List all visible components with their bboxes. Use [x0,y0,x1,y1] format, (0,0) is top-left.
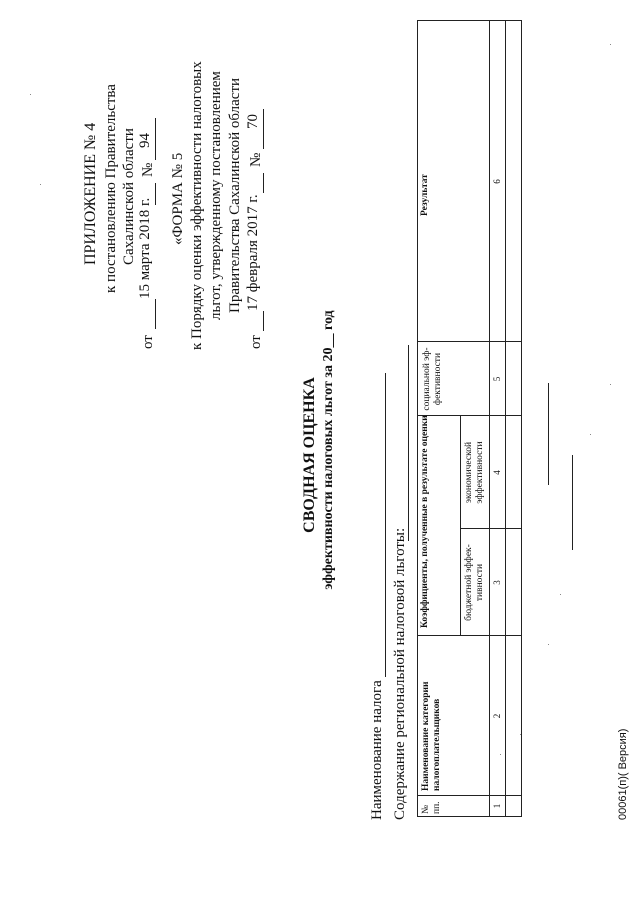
form-title: «ФОРМА № 5 [170,152,186,245]
form-date-rule-left [263,311,264,331]
summary-subtitle: эффективности налоговых льгот за 20__ год [321,310,336,590]
form-line-1: к Порядку оценки эффективности налоговых [189,61,205,350]
col-number-2: 2 [492,713,502,719]
appendix-date-rule-left [155,299,156,329]
appendix-line-1: к постановлению Правительства [103,84,119,293]
col-result-header: Результат [420,174,430,216]
appendix-date: 15 марта 2018 г. [137,197,153,299]
tax-name-label: Наименование налога [369,680,385,820]
summary-table [417,20,522,817]
appendix-line-2: Сахалинской области [121,128,137,265]
form-date: 17 февраля 2017 г. [245,194,261,311]
appendix-title: ПРИЛОЖЕНИЕ № 4 [82,122,99,265]
col-social-header: социальной эф-фективности [422,347,443,411]
appendix-from: от [140,335,156,349]
appendix-num: 94 [137,133,153,148]
form-num: 70 [245,114,261,129]
benefit-content-label: Содержание региональной налоговой льготы: [392,527,408,820]
appendix-num-label: № [140,162,156,177]
col-number-6: 6 [492,179,502,184]
summary-title: СВОДНАЯ ОЦЕНКА [301,377,318,533]
signature-rule-1 [548,383,549,485]
col-category-header: Наименование категории налогоплательщиков [421,681,442,791]
col-coef-group-header: Коэффициенты, полученные в результате оценки [420,415,430,628]
form-date-rule-right [263,173,264,193]
tax-name-rule [385,373,386,677]
form-num-rule [263,109,264,149]
signature-rule-2 [572,455,573,550]
col-budget-header: бюджетной эффек-тивности [464,544,485,621]
form-line-2: льгот, утвержденному постановлением [208,71,224,320]
footer-code: 00061(п)( Версия) [617,728,629,820]
form-from: от [248,335,264,349]
appendix-date-rule-right [155,183,156,205]
col-number-4: 4 [492,470,502,475]
appendix-num-rule [155,118,156,160]
col-number-1: 1 [492,803,502,809]
form-line-3: Правительства Сахалинской области [227,77,243,313]
benefit-content-rule [408,345,409,541]
form-num-label: № [248,152,264,167]
col-num-header: № пп. [421,801,442,814]
col-number-3: 3 [492,580,502,585]
col-econ-header: экономической эффективности [464,441,485,504]
col-number-5: 5 [492,376,502,382]
